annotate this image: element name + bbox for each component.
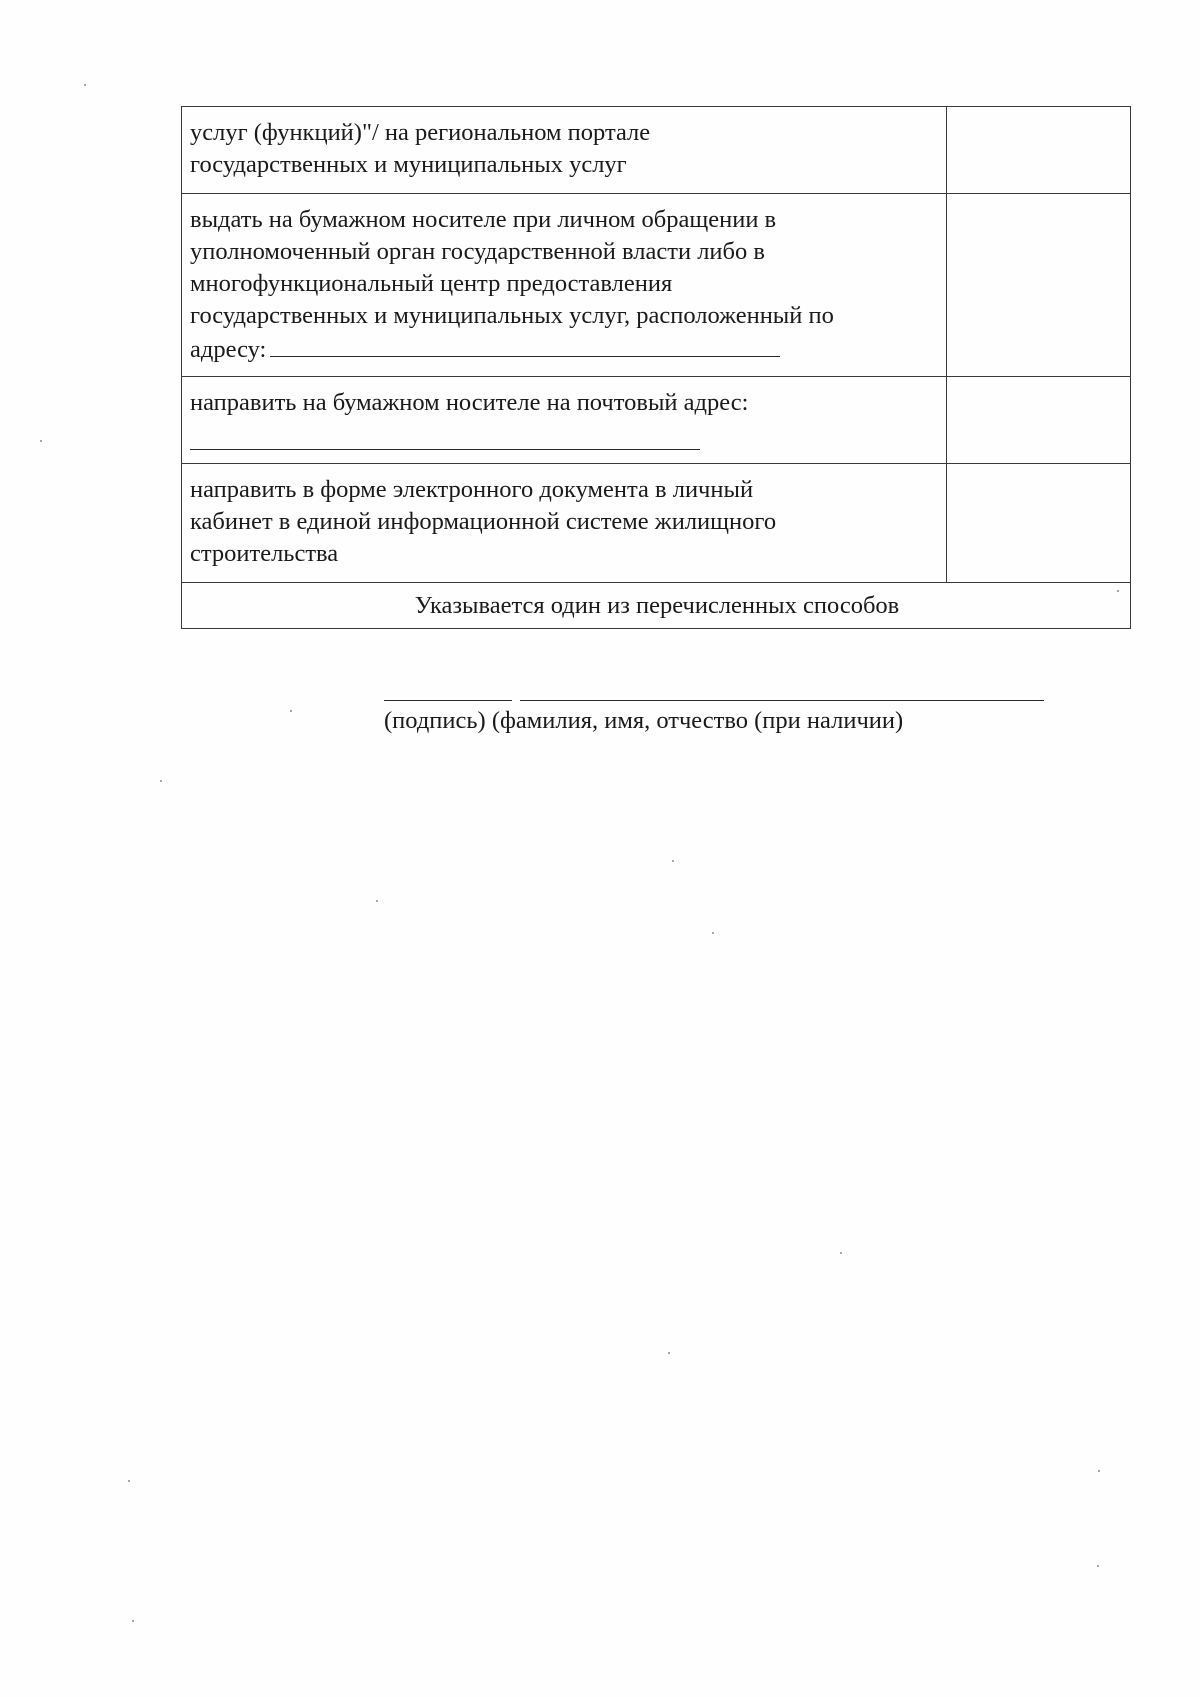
scan-speck	[376, 900, 378, 902]
full-name-blank-field[interactable]	[520, 700, 1044, 701]
postal-address-blank-field[interactable]	[190, 425, 700, 450]
scan-speck	[160, 780, 162, 782]
option-mark-cell-electronic[interactable]	[947, 464, 1131, 583]
text-line: направить на бумажном носителе на почтовый адрес:	[190, 389, 749, 416]
text-line: государственных и муниципальных услуг	[190, 151, 627, 178]
address-line	[190, 332, 940, 366]
text-line: уполномоченный орган государственной власти либо в	[190, 238, 765, 265]
scan-speck	[84, 84, 86, 86]
scan-speck	[668, 1352, 670, 1354]
table-row	[182, 377, 1131, 464]
scan-speck	[712, 932, 714, 934]
scan-speck	[1098, 1470, 1100, 1472]
option-mark-cell-postal[interactable]	[947, 377, 1131, 464]
text-line: направить в форме электронного документа в личный	[190, 476, 754, 503]
text-line: строительства	[190, 540, 339, 567]
scan-speck	[290, 710, 292, 712]
table-row	[182, 464, 1131, 583]
signature-lines	[384, 700, 1044, 704]
scan-speck	[40, 440, 42, 442]
option-text-electronic	[182, 464, 947, 583]
option-mark-cell-portal[interactable]	[947, 107, 1131, 194]
signature-blank-field[interactable]	[384, 700, 512, 701]
text-line: государственных и муниципальных услуг, расположенный по	[190, 302, 834, 329]
scan-speck	[132, 1620, 134, 1622]
text-line: кабинет в единой информационной системе жилищного	[190, 508, 777, 535]
option-mark-cell-paper-in-person[interactable]	[947, 194, 1131, 377]
scan-speck	[1097, 1565, 1099, 1567]
text-line: многофункциональный центр предоставления	[190, 270, 673, 297]
option-text-postal	[182, 377, 947, 464]
scan-speck	[840, 1252, 842, 1254]
table-row	[182, 107, 1131, 194]
scan-speck	[672, 860, 674, 862]
table-row	[182, 194, 1131, 377]
text-line: выдать на бумажном носителе при личном обращении в	[190, 206, 777, 233]
delivery-method-table	[181, 106, 1131, 629]
address-blank-field[interactable]	[270, 332, 780, 357]
signature-caption: (подпись) (фамилия, имя, отчество (при наличии)	[384, 707, 904, 734]
option-text-portal	[182, 107, 947, 194]
table-row	[182, 583, 1131, 629]
scan-speck	[1117, 590, 1119, 592]
scan-speck	[128, 1480, 130, 1482]
table-footer-note: Указывается один из перечисленных способов	[182, 583, 1131, 629]
option-text-paper-in-person	[182, 194, 947, 377]
address-label: адресу:	[190, 336, 267, 363]
text-line: услуг (функций)"/ на региональном портале	[190, 119, 651, 146]
